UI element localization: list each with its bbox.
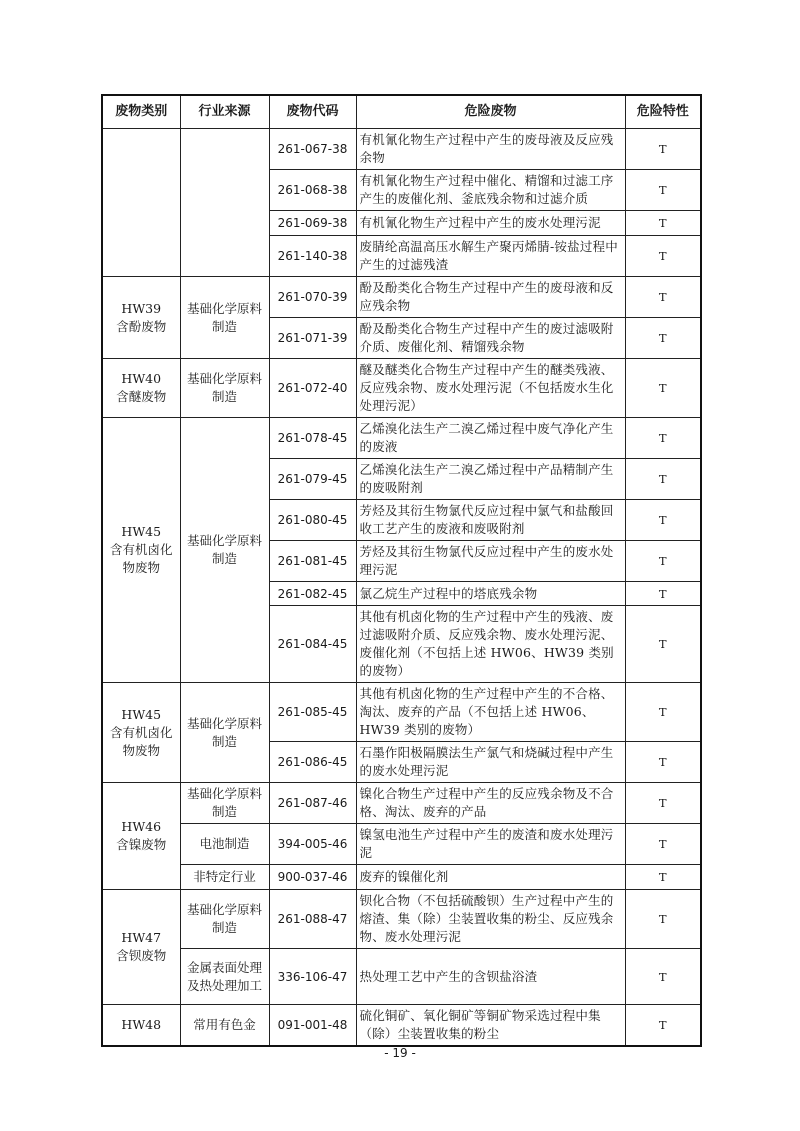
code-cell: 261-072-40: [269, 359, 356, 418]
code-cell: 261-071-39: [269, 318, 356, 359]
description-cell: 乙烯溴化法生产二溴乙烯过程中产品精制产生的废吸附剂: [356, 459, 625, 500]
hazardous-waste-table: [101, 94, 702, 1047]
table-row: [102, 277, 701, 318]
code-cell: 261-080-45: [269, 500, 356, 541]
hazard-cell: T: [625, 949, 701, 1005]
hazard-cell: T: [625, 783, 701, 824]
hazard-cell: T: [625, 1005, 701, 1047]
code-cell: 261-067-38: [269, 129, 356, 170]
hazard-cell: T: [625, 742, 701, 783]
header-waste-code: 废物代码: [269, 95, 356, 129]
description-cell: 有机氰化物生产过程中产生的废母液及反应残余物: [356, 129, 625, 170]
source-cell: 非特定行业: [180, 865, 269, 890]
source-cell: 基础化学原料制造: [180, 418, 269, 683]
hazard-cell: T: [625, 236, 701, 277]
hazard-cell: T: [625, 211, 701, 236]
description-cell: 有机氰化物生产过程中催化、精馏和过滤工序产生的废催化剂、釜底残余物和过滤介质: [356, 170, 625, 211]
table-row: [102, 359, 701, 418]
code-cell: 336-106-47: [269, 949, 356, 1005]
description-cell: 镍氢电池生产过程中产生的废渣和废水处理污泥: [356, 824, 625, 865]
description-cell: 酚及酚类化合物生产过程中产生的废过滤吸附介质、废催化剂、精馏残余物: [356, 318, 625, 359]
table-row: [102, 1005, 701, 1047]
hazard-cell: T: [625, 500, 701, 541]
table-header-row: [102, 95, 701, 129]
table-row: [102, 683, 701, 742]
code-cell: 900-037-46: [269, 865, 356, 890]
description-cell: 氯乙烷生产过程中的塔底残余物: [356, 582, 625, 606]
hazard-cell: T: [625, 318, 701, 359]
description-cell: 其他有机卤化物的生产过程中产生的不合格、淘汰、废弃的产品（不包括上述 HW06、HW39 类别的废物）: [356, 683, 625, 742]
table-row: [102, 824, 701, 865]
table-row: [102, 418, 701, 459]
page-number: - 19 -: [384, 1046, 416, 1060]
description-cell: 钡化合物（不包括硫酸钡）生产过程中产生的熔渣、集（除）尘装置收集的粉尘、反应残余物、废水处理污泥: [356, 890, 625, 949]
description-cell: 醚及醚类化合物生产过程中产生的醚类残液、反应残余物、废水处理污泥（不包括废水生化处理污泥）: [356, 359, 625, 418]
source-cell: 基础化学原料制造: [180, 783, 269, 824]
description-cell: 芳烃及其衍生物氯代反应过程中产生的废水处理污泥: [356, 541, 625, 582]
code-cell: 261-088-47: [269, 890, 356, 949]
description-cell: 硫化铜矿、氧化铜矿等铜矿物采选过程中集（除）尘装置收集的粉尘: [356, 1005, 625, 1047]
code-cell: 261-082-45: [269, 582, 356, 606]
hazard-cell: T: [625, 170, 701, 211]
category-cell: [102, 129, 180, 277]
table-row: [102, 949, 701, 1005]
hazard-cell: T: [625, 582, 701, 606]
source-cell: 基础化学原料制造: [180, 683, 269, 783]
header-waste-category: 废物类别: [102, 95, 180, 129]
category-cell: HW45 含有机卤化物废物: [102, 683, 180, 783]
code-cell: 261-069-38: [269, 211, 356, 236]
hazard-cell: T: [625, 890, 701, 949]
source-cell: 基础化学原料制造: [180, 359, 269, 418]
code-cell: 394-005-46: [269, 824, 356, 865]
code-cell: 261-084-45: [269, 606, 356, 683]
category-cell: HW46 含镍废物: [102, 783, 180, 890]
table-row: [102, 865, 701, 890]
code-cell: 261-085-45: [269, 683, 356, 742]
code-cell: 261-140-38: [269, 236, 356, 277]
description-cell: 石墨作阳极隔膜法生产氯气和烧碱过程中产生的废水处理污泥: [356, 742, 625, 783]
description-cell: 芳烃及其衍生物氯代反应过程中氯气和盐酸回收工艺产生的废液和废吸附剂: [356, 500, 625, 541]
description-cell: 有机氰化物生产过程中产生的废水处理污泥: [356, 211, 625, 236]
hazard-cell: T: [625, 459, 701, 500]
header-hazard-property: 危险特性: [625, 95, 701, 129]
hazard-cell: T: [625, 824, 701, 865]
category-cell: HW40 含醚废物: [102, 359, 180, 418]
header-hazardous-waste: 危险废物: [356, 95, 625, 129]
table-row: [102, 129, 701, 170]
description-cell: 废弃的镍催化剂: [356, 865, 625, 890]
source-cell: 金属表面处理及热处理加工: [180, 949, 269, 1005]
hazard-cell: T: [625, 418, 701, 459]
hazard-cell: T: [625, 359, 701, 418]
hazard-cell: T: [625, 541, 701, 582]
description-cell: 废腈纶高温高压水解生产聚丙烯腈-铵盐过程中产生的过滤残渣: [356, 236, 625, 277]
category-cell: HW39 含酚废物: [102, 277, 180, 359]
source-cell: 常用有色金: [180, 1005, 269, 1047]
code-cell: 261-078-45: [269, 418, 356, 459]
category-cell: HW47 含钡废物: [102, 890, 180, 1005]
code-cell: 261-070-39: [269, 277, 356, 318]
category-cell: HW45 含有机卤化物废物: [102, 418, 180, 683]
description-cell: 镍化合物生产过程中产生的反应残余物及不合格、淘汰、废弃的产品: [356, 783, 625, 824]
code-cell: 261-086-45: [269, 742, 356, 783]
hazard-cell: T: [625, 606, 701, 683]
description-cell: 乙烯溴化法生产二溴乙烯过程中废气净化产生的废液: [356, 418, 625, 459]
source-cell: 基础化学原料制造: [180, 277, 269, 359]
description-cell: 酚及酚类化合物生产过程中产生的废母液和反应残余物: [356, 277, 625, 318]
code-cell: 261-079-45: [269, 459, 356, 500]
code-cell: 261-081-45: [269, 541, 356, 582]
code-cell: 261-087-46: [269, 783, 356, 824]
header-industry-source: 行业来源: [180, 95, 269, 129]
table-row: [102, 783, 701, 824]
code-cell: 091-001-48: [269, 1005, 356, 1047]
hazard-cell: T: [625, 865, 701, 890]
code-cell: 261-068-38: [269, 170, 356, 211]
source-cell: 电池制造: [180, 824, 269, 865]
description-cell: 其他有机卤化物的生产过程中产生的残液、废过滤吸附介质、反应残余物、废水处理污泥、废催化剂（不包括上述 HW06、HW39 类别的废物）: [356, 606, 625, 683]
hazard-cell: T: [625, 129, 701, 170]
hazard-cell: T: [625, 683, 701, 742]
source-cell: [180, 129, 269, 277]
hazard-cell: T: [625, 277, 701, 318]
table-row: [102, 890, 701, 949]
category-cell: HW48: [102, 1005, 180, 1047]
description-cell: 热处理工艺中产生的含钡盐浴渣: [356, 949, 625, 1005]
source-cell: 基础化学原料制造: [180, 890, 269, 949]
